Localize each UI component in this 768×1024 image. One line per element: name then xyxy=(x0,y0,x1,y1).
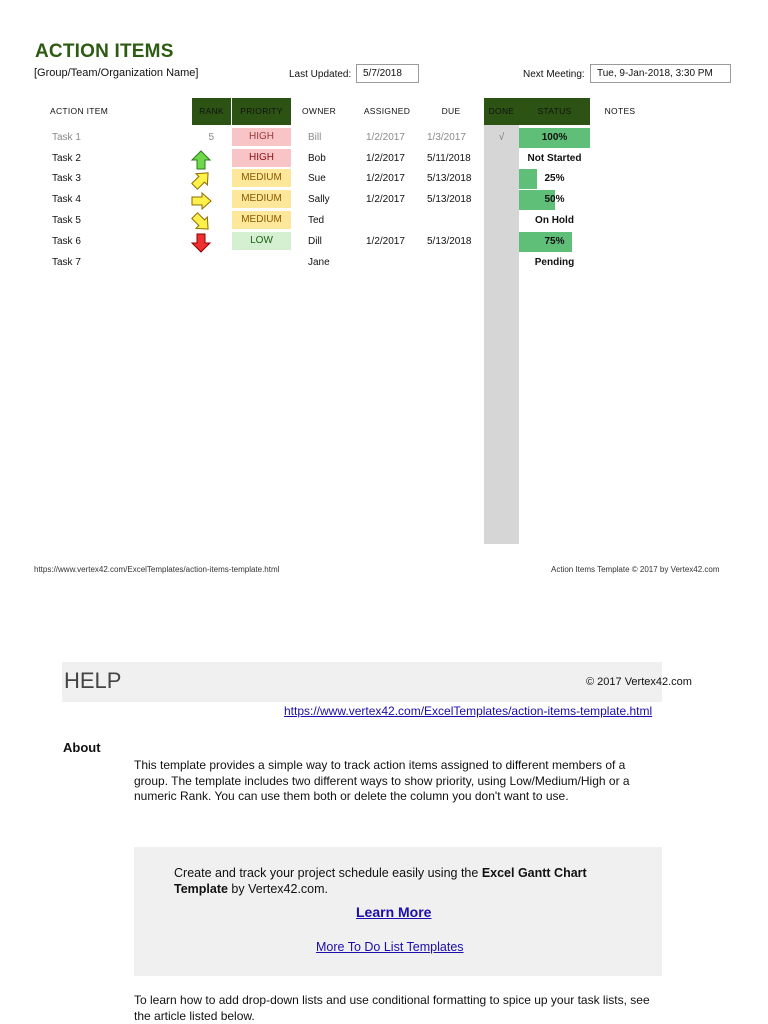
help-copyright: © 2017 Vertex42.com xyxy=(586,676,692,688)
task-status[interactable]: 50% xyxy=(544,194,565,205)
arrow-up-right-icon xyxy=(190,170,212,190)
last-updated-label: Last Updated: xyxy=(289,69,352,80)
col-owner: OWNER xyxy=(302,106,337,116)
task-assigned[interactable]: 1/2/2017 xyxy=(366,132,405,143)
arrow-down-right-icon xyxy=(190,212,212,232)
task-due[interactable]: 1/3/2017 xyxy=(427,132,466,143)
task-due[interactable]: 5/13/2018 xyxy=(427,173,472,184)
task-assigned[interactable]: 1/2/2017 xyxy=(366,236,405,247)
task-name[interactable]: Task 4 xyxy=(52,194,81,205)
task-owner[interactable]: Bill xyxy=(308,132,322,143)
last-updated-field[interactable]: 5/7/2018 xyxy=(356,64,419,83)
task-owner[interactable]: Jane xyxy=(308,257,330,268)
arrow-up-icon xyxy=(190,150,212,170)
col-action-item: ACTION ITEM xyxy=(50,106,109,116)
done-check[interactable]: √ xyxy=(498,132,505,143)
task-assigned[interactable]: 1/2/2017 xyxy=(366,194,405,205)
priority-badge[interactable]: MEDIUM xyxy=(232,169,291,187)
task-name[interactable]: Task 7 xyxy=(52,257,81,268)
task-status[interactable]: Not Started xyxy=(527,153,582,164)
promo-text xyxy=(174,865,644,897)
promo-text-post: by Vertex42.com. xyxy=(227,882,329,896)
task-name[interactable]: Task 6 xyxy=(52,236,81,247)
task-status[interactable]: On Hold xyxy=(535,215,574,226)
col-priority: PRIORITY xyxy=(240,106,283,116)
col-notes: NOTES xyxy=(604,106,636,116)
col-status: STATUS xyxy=(537,106,572,116)
done-column-band xyxy=(484,98,519,544)
task-assigned[interactable]: 1/2/2017 xyxy=(366,173,405,184)
task-due[interactable]: 5/11/2018 xyxy=(427,153,471,164)
priority-badge[interactable]: LOW xyxy=(232,232,291,250)
about-text: This template provides a simple way to track action items assigned to different members of a group. The template includes two different ways to show priority, using Low/Medium/High or a numeric Rank. You can use them both or delete the column you don't want to use. xyxy=(134,758,630,803)
task-name[interactable]: Task 5 xyxy=(52,215,81,226)
task-rank[interactable]: 5 xyxy=(208,132,214,143)
task-status[interactable]: Pending xyxy=(534,257,575,268)
priority-badge[interactable]: HIGH xyxy=(232,149,291,167)
help-title: HELP xyxy=(64,668,122,693)
task-status[interactable]: 25% xyxy=(544,173,565,184)
page-title: ACTION ITEMS xyxy=(35,41,174,62)
col-done: DONE xyxy=(488,106,515,116)
help-header-bar xyxy=(62,662,692,702)
priority-badge[interactable]: HIGH xyxy=(232,128,291,146)
task-assigned[interactable]: 1/2/2017 xyxy=(366,153,405,164)
help-template-link[interactable]: https://www.vertex42.com/ExcelTemplates/action-items-template.html xyxy=(284,704,653,718)
task-name[interactable]: Task 2 xyxy=(52,153,81,164)
footer-url[interactable]: https://www.vertex42.com/ExcelTemplates/action-items-template.html xyxy=(34,565,280,574)
task-owner[interactable]: Sue xyxy=(308,173,326,184)
task-name[interactable]: Task 3 xyxy=(52,173,81,184)
task-due[interactable]: 5/13/2018 xyxy=(427,194,472,205)
learn-more-link[interactable]: Learn More xyxy=(356,904,432,920)
about-heading: About xyxy=(63,740,101,755)
task-name[interactable]: Task 1 xyxy=(52,132,81,143)
priority-badge[interactable]: MEDIUM xyxy=(232,211,291,229)
promo-text-pre: Create and track your project schedule easily using the xyxy=(174,866,482,880)
footer-copyright: Action Items Template © 2017 by Vertex42.com xyxy=(551,565,720,574)
arrow-down-icon xyxy=(190,233,212,253)
arrow-right-icon xyxy=(190,191,212,211)
col-rank: RANK xyxy=(199,106,224,116)
task-owner[interactable]: Sally xyxy=(308,194,330,205)
bottom-help-text: To learn how to add drop-down lists and use conditional formatting to spice up your task lists, see the article listed below. xyxy=(134,993,650,1023)
promo-text-bold: Excel Gantt Chart Template xyxy=(174,866,587,896)
next-meeting-label: Next Meeting: xyxy=(523,69,585,80)
task-owner[interactable]: Ted xyxy=(308,215,325,226)
task-due[interactable]: 5/13/2018 xyxy=(427,236,472,247)
priority-badge[interactable]: MEDIUM xyxy=(232,190,291,208)
more-templates-link[interactable]: More To Do List Templates xyxy=(316,940,464,954)
col-due: DUE xyxy=(441,106,461,116)
task-status[interactable]: 75% xyxy=(544,236,565,247)
next-meeting-field[interactable]: Tue, 9-Jan-2018, 3:30 PM xyxy=(590,64,731,83)
organization-name[interactable]: [Group/Team/Organization Name] xyxy=(34,67,199,79)
col-assigned: ASSIGNED xyxy=(363,106,411,116)
task-owner[interactable]: Dill xyxy=(308,236,322,247)
task-status[interactable]: 100% xyxy=(541,132,568,143)
task-owner[interactable]: Bob xyxy=(308,153,326,164)
